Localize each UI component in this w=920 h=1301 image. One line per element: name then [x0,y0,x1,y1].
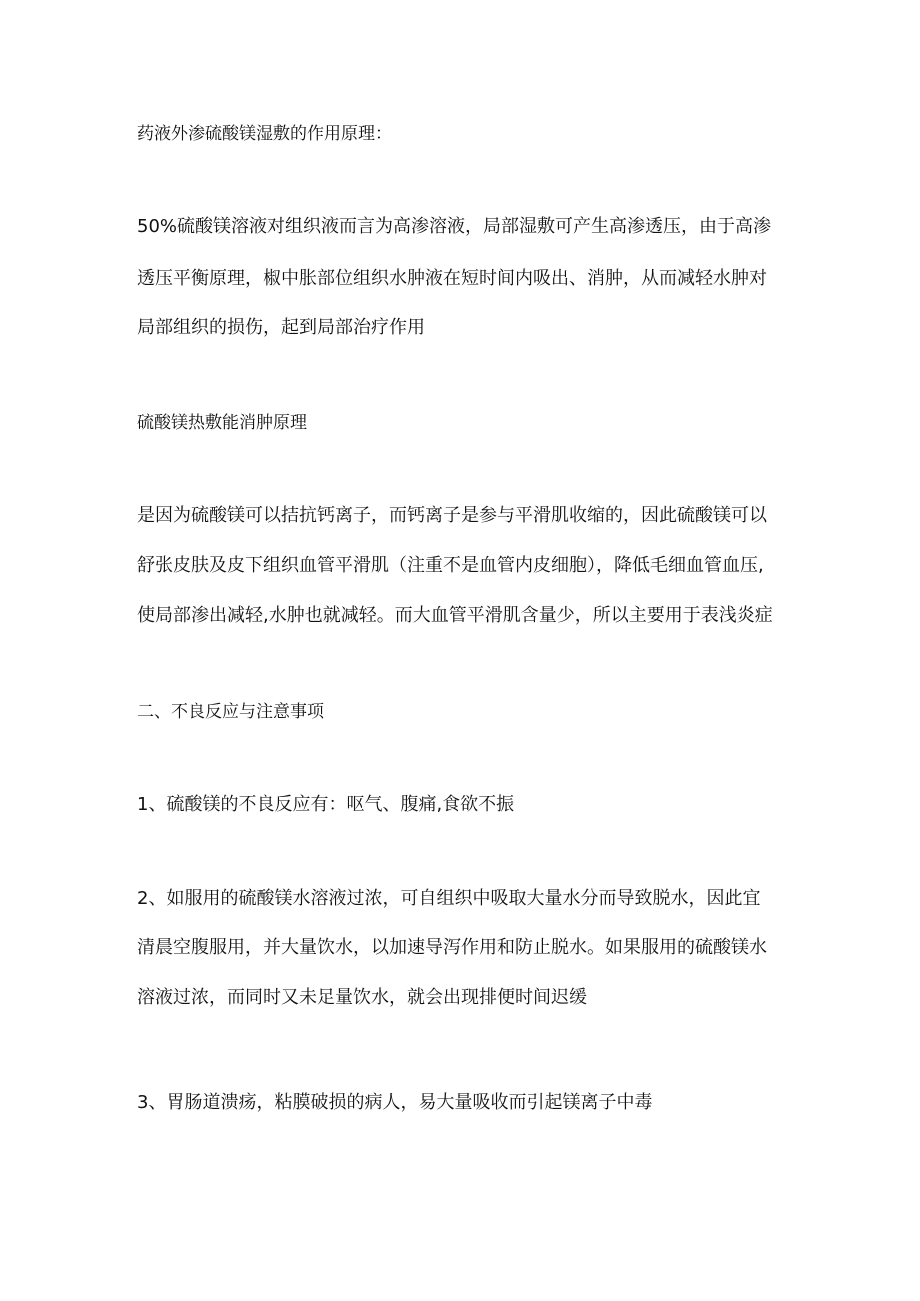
list-item-1: 1、硫酸镁的不良反应有：呕气、腹痛,食欲不振 [137,794,515,815]
paragraph-calcium-line-3: 使局部渗出减轻,水肿也就减轻。而大血管平滑肌含量少，所以主要用于表浅炎症 [137,605,773,626]
paragraph-hypertonic-line-1: 50%硫酸镁溶液对组织液而言为高渗溶液，局部湿敷可产生高渗透压，由于高渗 [137,216,772,237]
paragraph-calcium-line-1: 是因为硫酸镁可以拮抗钙离子，而钙离子是参与平滑肌收缩的，因此硫酸镁可以 [137,505,767,526]
heading-hot-compress-principle: 硫酸镁热敷能消肿原理 [137,413,307,433]
paragraph-hypertonic-line-3: 局部组织的损伤，起到局部治疗作用 [137,317,425,338]
list-item-2-line-2: 清晨空腹服用，并大量饮水，以加速导泻作用和防止脱水。如果服用的硫酸镁水 [137,937,767,958]
heading-adverse-reactions: 二、不良反应与注意事项 [137,702,324,722]
paragraph-hypertonic-line-2: 透压平衡原理，椒中胀部位组织水肿液在短时间内吸出、消肿，从而减轻水肿对 [137,268,767,289]
list-item-2-line-1: 2、如服用的硫酸镁水溶液过浓，可自组织中吸取大量水分而导致脱水，因此宜 [137,888,761,909]
paragraph-calcium-line-2: 舒张皮肤及皮下组织血管平滑肌（注重不是血管内皮细胞），降低毛细血管血压, [137,555,764,576]
list-item-3: 3、胃肠道溃疡，粘膜破损的病人，易大量吸收而引起镁离子中毒 [137,1092,653,1113]
heading-extravasation-principle: 药液外渗硫酸镁湿敷的作用原理： [137,124,392,144]
list-item-2-line-3: 溶液过浓，而同时又未足量饮水，就会出现排便时间迟缓 [137,987,587,1008]
